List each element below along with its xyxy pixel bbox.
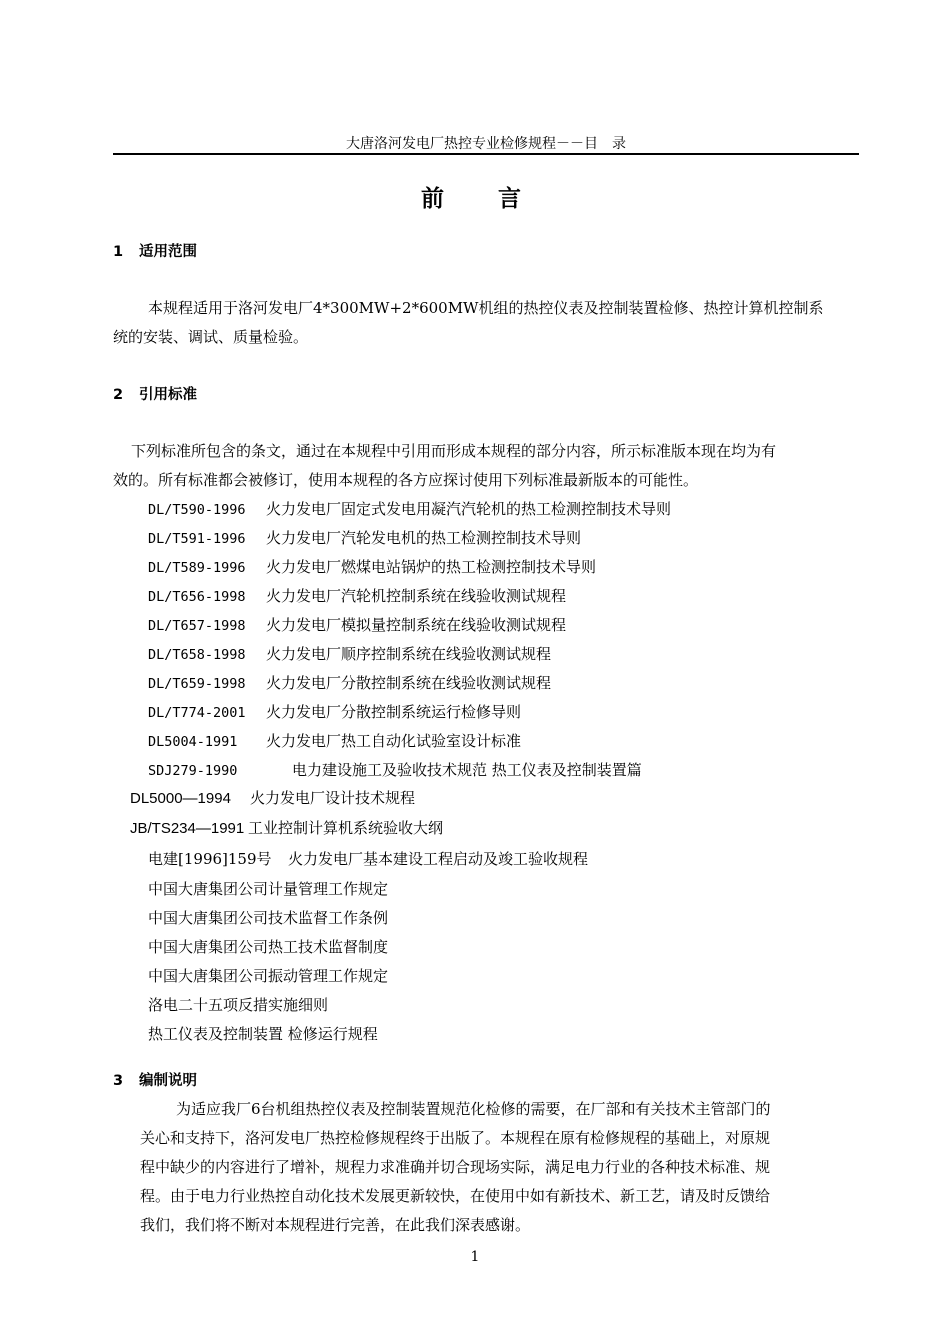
standard-item <box>130 817 443 840</box>
standard-title: 火力发电厂燃煤电站锅炉的热工检测控制技术导则 <box>266 558 597 576</box>
regulation-item: 中国大唐集团公司技术监督工作条例 <box>148 909 389 927</box>
regulation-item: 中国大唐集团公司热工技术监督制度 <box>148 938 389 956</box>
standard-item <box>148 848 588 870</box>
standard-title: 火力发电厂基本建设工程启动及竣工验收规程 <box>288 850 589 868</box>
standard-code: DL/T591-1996 <box>148 531 246 547</box>
standard-title: 火力发电厂设计技术规程 <box>250 789 416 807</box>
page-number: 1 <box>470 1249 480 1265</box>
section-number: 3 <box>113 1073 124 1089</box>
standard-code: DL/T657-1998 <box>148 618 246 634</box>
section-heading-references <box>113 385 197 405</box>
scope-line-2: 统的安装、调试、质量检验。 <box>113 328 309 346</box>
section-heading-scope <box>113 242 197 262</box>
scope-line-1: 本规程适用于洛河发电厂4*300MW+2*600MW机组的热控仪表及控制装置检修、热控计算机控制系 <box>148 299 824 317</box>
standard-code: DL/T590-1996 <box>148 502 246 518</box>
standard-item <box>148 556 596 579</box>
standard-code: JB/TS234—1991 <box>130 820 245 837</box>
standard-title: 火力发电厂汽轮发电机的热工检测控制技术导则 <box>266 529 582 547</box>
standard-code: DL/T659-1998 <box>148 676 246 692</box>
regulation-item: 热工仪表及控制装置 检修运行规程 <box>148 1025 378 1043</box>
standard-title: 火力发电厂顺序控制系统在线验收测试规程 <box>266 645 552 663</box>
references-intro-line-1: 下列标准所包含的条文，通过在本规程中引用而形成本规程的部分内容，所示标准版本现在均为有 <box>131 442 777 460</box>
standard-item <box>130 787 415 810</box>
section-title: 编制说明 <box>139 1073 197 1089</box>
title-char-left: 前 <box>421 186 452 212</box>
section-heading-preparation <box>113 1071 197 1091</box>
standard-title: 火力发电厂分散控制系统在线验收测试规程 <box>266 674 552 692</box>
standard-title: 火力发电厂固定式发电用凝汽汽轮机的热工检测控制技术导则 <box>266 500 672 518</box>
standard-code: DL5000—1994 <box>130 790 231 807</box>
running-header: 大唐洛河发电厂热控专业检修规程－－目 录 <box>346 136 626 152</box>
standard-code: DL/T589-1996 <box>148 560 246 576</box>
header-rule <box>113 153 859 155</box>
section-number: 2 <box>113 387 124 403</box>
regulation-item: 洛电二十五项反措实施细则 <box>148 996 329 1014</box>
standard-item <box>148 730 521 753</box>
preparation-line-4: 程。由于电力行业热控自动化技术发展更新较快，在使用中如有新技术、新工艺，请及时反馈给 <box>140 1187 771 1205</box>
preparation-line-3: 程中缺少的内容进行了增补，规程力求准确并切合现场实际，满足电力行业的各种技术标准、规 <box>140 1158 771 1176</box>
standard-code: DL/T656-1998 <box>148 589 246 605</box>
standard-title: 火力发电厂模拟量控制系统在线验收测试规程 <box>266 616 567 634</box>
standard-code: 电建[1996]159号 <box>148 850 272 868</box>
standard-code: DL/T658-1998 <box>148 647 246 663</box>
standard-title: 火力发电厂热工自动化试验室设计标准 <box>266 732 522 750</box>
standard-item <box>148 527 581 550</box>
page-title <box>0 184 950 214</box>
preparation-line-2: 关心和支持下，洛河发电厂热控检修规程终于出版了。本规程在原有检修规程的基础上，对原规 <box>140 1129 771 1147</box>
references-intro-line-2: 效的。所有标准都会被修订，使用本规程的各方应探讨使用下列标准最新版本的可能性。 <box>113 471 699 489</box>
standard-code: SDJ279-1990 <box>148 763 238 779</box>
preparation-line-5: 我们，我们将不断对本规程进行完善，在此我们深表感谢。 <box>140 1216 531 1234</box>
standard-item <box>148 614 566 637</box>
title-char-right: 言 <box>498 186 529 212</box>
standard-item <box>148 498 671 521</box>
standard-item <box>148 585 566 608</box>
standard-item <box>148 672 551 695</box>
standard-code: DL5004-1991 <box>148 734 238 750</box>
standard-title: 火力发电厂分散控制系统运行检修导则 <box>266 703 522 721</box>
standard-title: 火力发电厂汽轮机控制系统在线验收测试规程 <box>266 587 567 605</box>
standard-code: DL/T774-2001 <box>148 705 246 721</box>
standard-item <box>148 701 521 724</box>
standard-title: 工业控制计算机系统验收大纲 <box>248 819 444 837</box>
standard-title: 电力建设施工及验收技术规范 热工仪表及控制装置篇 <box>292 761 642 779</box>
section-title: 适用范围 <box>139 244 197 260</box>
section-title: 引用标准 <box>139 387 197 403</box>
section-number: 1 <box>113 244 124 260</box>
regulation-item: 中国大唐集团公司振动管理工作规定 <box>148 967 389 985</box>
standard-item <box>148 759 642 782</box>
regulation-item: 中国大唐集团公司计量管理工作规定 <box>148 880 389 898</box>
standard-item <box>148 643 551 666</box>
preparation-line-1: 为适应我厂6台机组热控仪表及控制装置规范化检修的需要，在厂部和有关技术主管部门的 <box>176 1100 771 1118</box>
